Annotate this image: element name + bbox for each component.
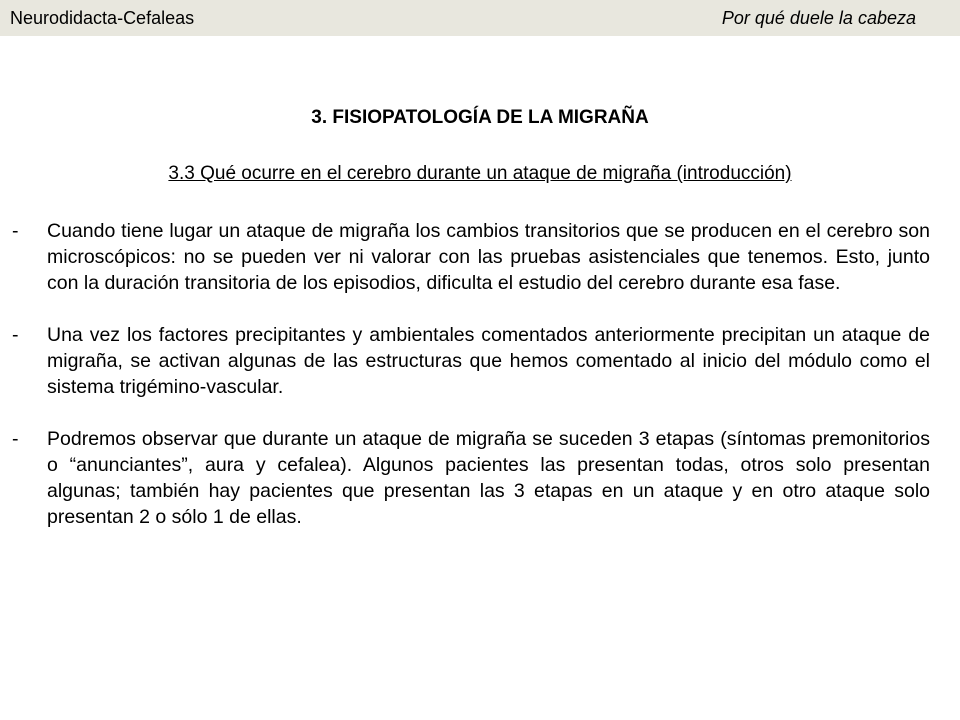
bullet-item [12,426,930,530]
bullet-text: Cuando tiene lugar un ataque de migraña los cambios transitorios que se producen en el cerebro son microscópicos: no se pueden ver ni valorar con las pruebas asistenciales que tenemos. Esto, junto con la duración transitoria de los episodios, dificulta el estudio del cerebro durante esa fase. [47,220,930,294]
bullet-dash: - [12,324,19,346]
bullet-text: Una vez los factores precipitantes y ambientales comentados anteriormente precipitan un ataque de migraña, se activan algunas de las estructuras que hemos comentado al inicio del módulo como el sistema trigémino-vascular. [47,324,930,398]
bullet-item [12,322,930,400]
bullet-list [12,218,930,556]
module-title: Por qué duele la cabeza [721,8,916,28]
bullet-text: Podremos observar que durante un ataque de migraña se suceden 3 etapas (síntomas premonitorios o “anunciantes”, aura y cefalea). Algunos pacientes las presentan todas, otros solo presentan algunas; también hay pacientes que presentan las 3 etapas en un ataque y en otro ataque solo presentan 2 o sólo 1 de ellas. [47,428,930,528]
header-bar [0,0,960,36]
bullet-dash: - [12,220,19,242]
course-title: Neurodidacta-Cefaleas [10,8,195,28]
subsection-title: 3.3 Qué ocurre en el cerebro durante un ataque de migraña (introducción) [168,163,792,184]
bullet-item [12,218,930,296]
bullet-dash: - [12,428,19,450]
section-title: 3. FISIOPATOLOGÍA DE LA MIGRAÑA [311,107,649,128]
